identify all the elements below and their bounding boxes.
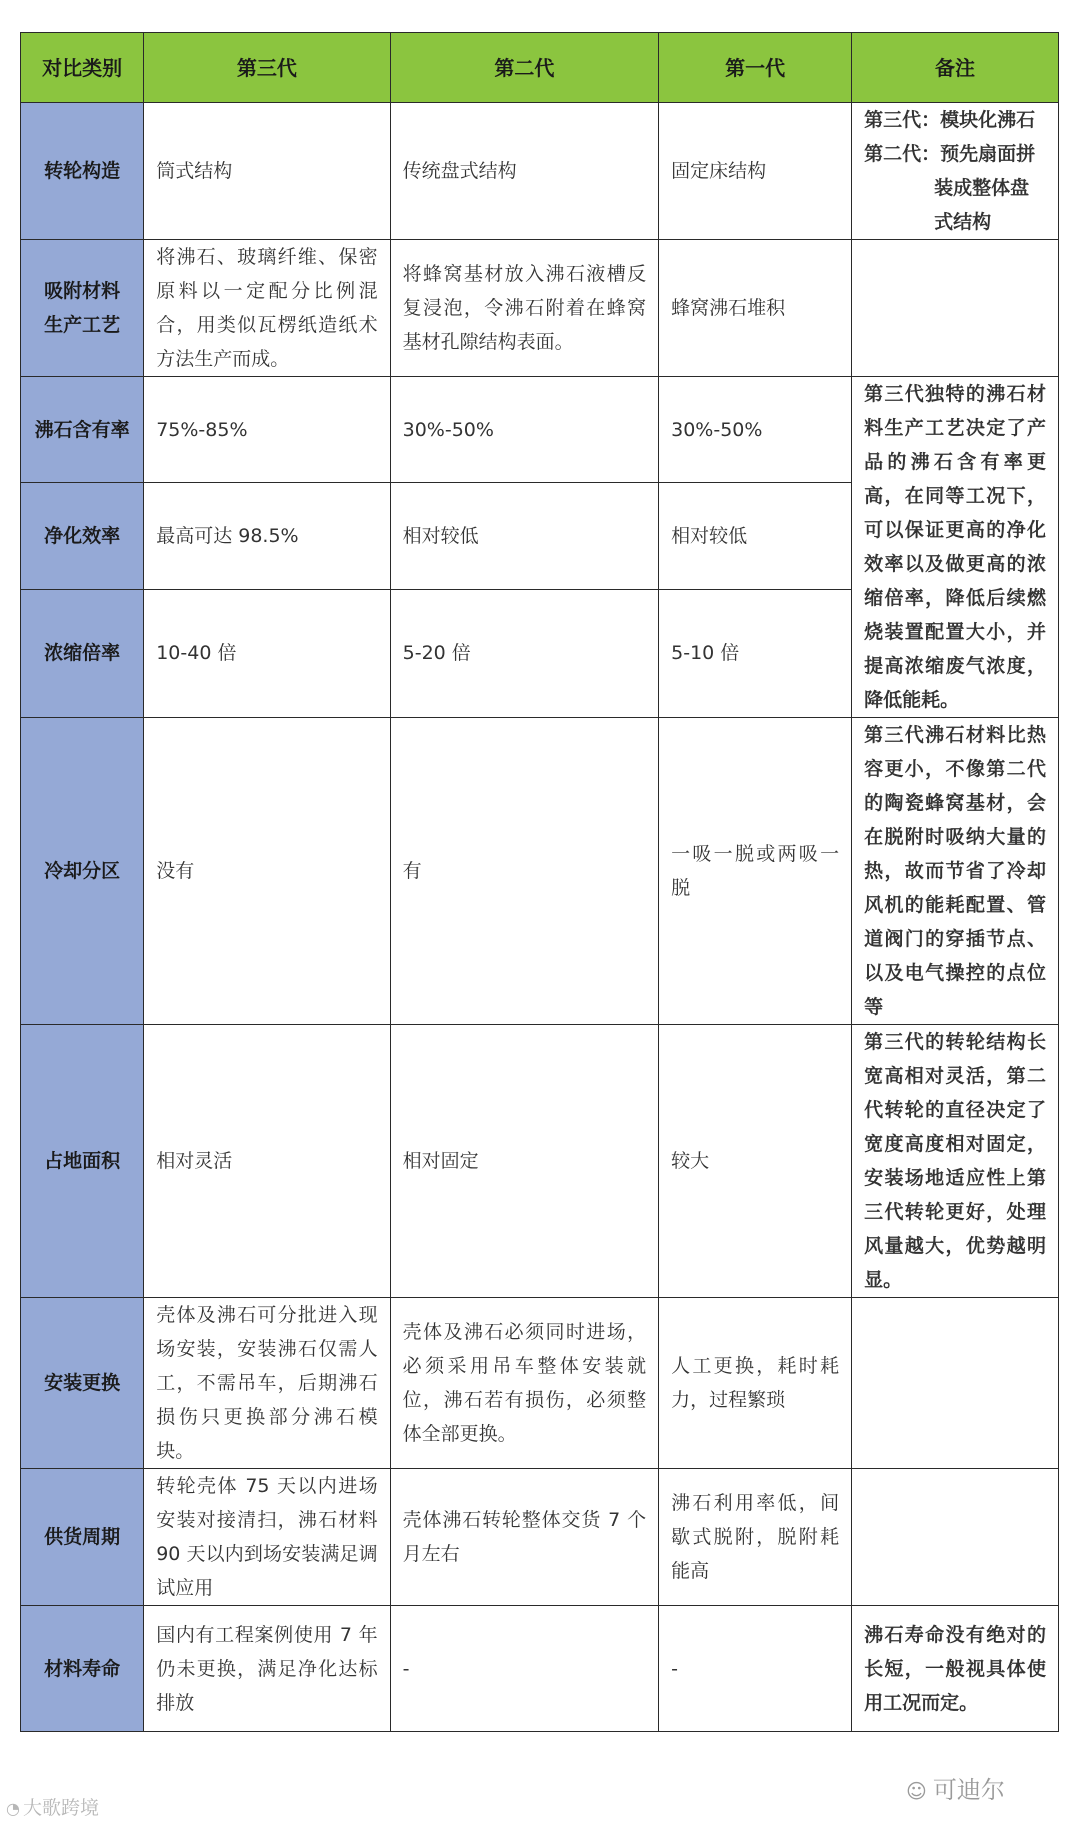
row-label: 安装更换	[21, 1298, 144, 1469]
note-cooling: 第三代沸石材料比热容更小，不像第二代的陶瓷蜂窝基材，会在脱附时吸纳大量的热，故而节省了冷却风机的能耗配置、管道阀门的穿插节点、以及电气操控的点位等	[852, 718, 1059, 1025]
row-label: 吸附材料 生产工艺	[21, 240, 144, 377]
note-lifespan: 沸石寿命没有绝对的长短，一般视具体使用工况而定。	[852, 1606, 1059, 1732]
watermark-left-text: 大歌跨境	[22, 1797, 99, 1819]
cell-gen3: 最高可达 98.5%	[144, 483, 390, 589]
table-row	[21, 103, 1059, 240]
cell-gen2: -	[390, 1606, 659, 1732]
cell-gen1: 一吸一脱或两吸一脱	[659, 718, 852, 1025]
cell-gen3: 将沸石、玻璃纤维、保密原料以一定配分比例混合，用类似瓦楞纸造纸术方法生产而成。	[144, 240, 390, 377]
cell-gen1: 相对较低	[659, 483, 852, 589]
header-category: 对比类别	[21, 33, 144, 103]
cell-gen3: 10-40 倍	[144, 589, 390, 717]
cell-gen3: 转轮壳体 75 天以内进场安装对接清扫，沸石材料 90 天以内到场安装满足调试应用	[144, 1469, 390, 1606]
note-efficiency: 第三代独特的沸石材料生产工艺决定了产品的沸石含有率更高，在同等工况下，可以保证更高的净化效率以及做更高的浓缩倍率，降低后续燃烧装置配置大小，并提高浓缩废气浓度，降低能耗。	[852, 377, 1059, 718]
header-gen2: 第二代	[390, 33, 659, 103]
note-structure	[852, 103, 1059, 240]
note-line: 装成整体盘	[934, 177, 1030, 199]
cell-gen3: 相对灵活	[144, 1025, 390, 1298]
note-empty	[852, 1298, 1059, 1469]
weibo-icon: ◔	[6, 1799, 20, 1818]
cell-gen1: 5-10 倍	[659, 589, 852, 717]
note-empty	[852, 240, 1059, 377]
cell-gen3: 壳体及沸石可分批进入现场安装，安装沸石仅需人工，不需吊车，后期沸石损伤只更换部分沸石模块。	[144, 1298, 390, 1469]
header-notes: 备注	[852, 33, 1059, 103]
header-gen1: 第一代	[659, 33, 852, 103]
cell-gen3: 75%-85%	[144, 377, 390, 483]
cell-gen1: 沸石利用率低，间歇式脱附，脱附耗能高	[659, 1469, 852, 1606]
table-row	[21, 1298, 1059, 1469]
table-row	[21, 240, 1059, 377]
cell-gen2: 有	[390, 718, 659, 1025]
cell-gen1: 30%-50%	[659, 377, 852, 483]
cell-gen3: 国内有工程案例使用 7 年仍未更换，满足净化达标排放	[144, 1606, 390, 1732]
table-row	[21, 1606, 1059, 1732]
cell-gen2: 壳体沸石转轮整体交货 7 个月左右	[390, 1469, 659, 1606]
note-empty	[852, 1469, 1059, 1606]
wechat-icon: ☺	[906, 1779, 927, 1803]
row-label: 供货周期	[21, 1469, 144, 1606]
note-footprint: 第三代的转轮结构长宽高相对灵活，第二代转轮的直径决定了宽度高度相对固定，安装场地适应性上第三代转轮更好，处理风量越大，优势越明显。	[852, 1025, 1059, 1298]
cell-gen2: 相对固定	[390, 1025, 659, 1298]
row-label: 净化效率	[21, 483, 144, 589]
header-gen3: 第三代	[144, 33, 390, 103]
row-label: 占地面积	[21, 1025, 144, 1298]
row-label: 转轮构造	[21, 103, 144, 240]
row-label: 浓缩倍率	[21, 589, 144, 717]
comparison-table	[20, 32, 1059, 1732]
header-row	[21, 33, 1059, 103]
table-row	[21, 718, 1059, 1025]
cell-gen1: -	[659, 1606, 852, 1732]
table-row	[21, 1469, 1059, 1606]
note-line: 第二代：预先扇面拼	[864, 143, 1036, 165]
cell-gen2: 5-20 倍	[390, 589, 659, 717]
note-line: 第三代：模块化沸石	[864, 109, 1036, 131]
watermark-right	[906, 1770, 1005, 1805]
row-label: 材料寿命	[21, 1606, 144, 1732]
cell-gen1: 人工更换，耗时耗力，过程繁琐	[659, 1298, 852, 1469]
cell-gen2: 相对较低	[390, 483, 659, 589]
cell-gen1: 固定床结构	[659, 103, 852, 240]
cell-gen3: 筒式结构	[144, 103, 390, 240]
note-line: 式结构	[934, 211, 992, 233]
row-label: 冷却分区	[21, 718, 144, 1025]
watermark-left	[6, 1793, 99, 1820]
cell-gen2: 壳体及沸石必须同时进场，必须采用吊车整体安装就位，沸石若有损伤，必须整体全部更换。	[390, 1298, 659, 1469]
row-label: 沸石含有率	[21, 377, 144, 483]
table-row	[21, 377, 1059, 483]
cell-gen2: 30%-50%	[390, 377, 659, 483]
cell-gen1: 较大	[659, 1025, 852, 1298]
watermark-right-text: 可迪尔	[932, 1776, 1005, 1804]
cell-gen1: 蜂窝沸石堆积	[659, 240, 852, 377]
cell-gen2: 传统盘式结构	[390, 103, 659, 240]
cell-gen2: 将蜂窝基材放入沸石液槽反复浸泡，令沸石附着在蜂窝基材孔隙结构表面。	[390, 240, 659, 377]
table-row	[21, 1025, 1059, 1298]
cell-gen3: 没有	[144, 718, 390, 1025]
